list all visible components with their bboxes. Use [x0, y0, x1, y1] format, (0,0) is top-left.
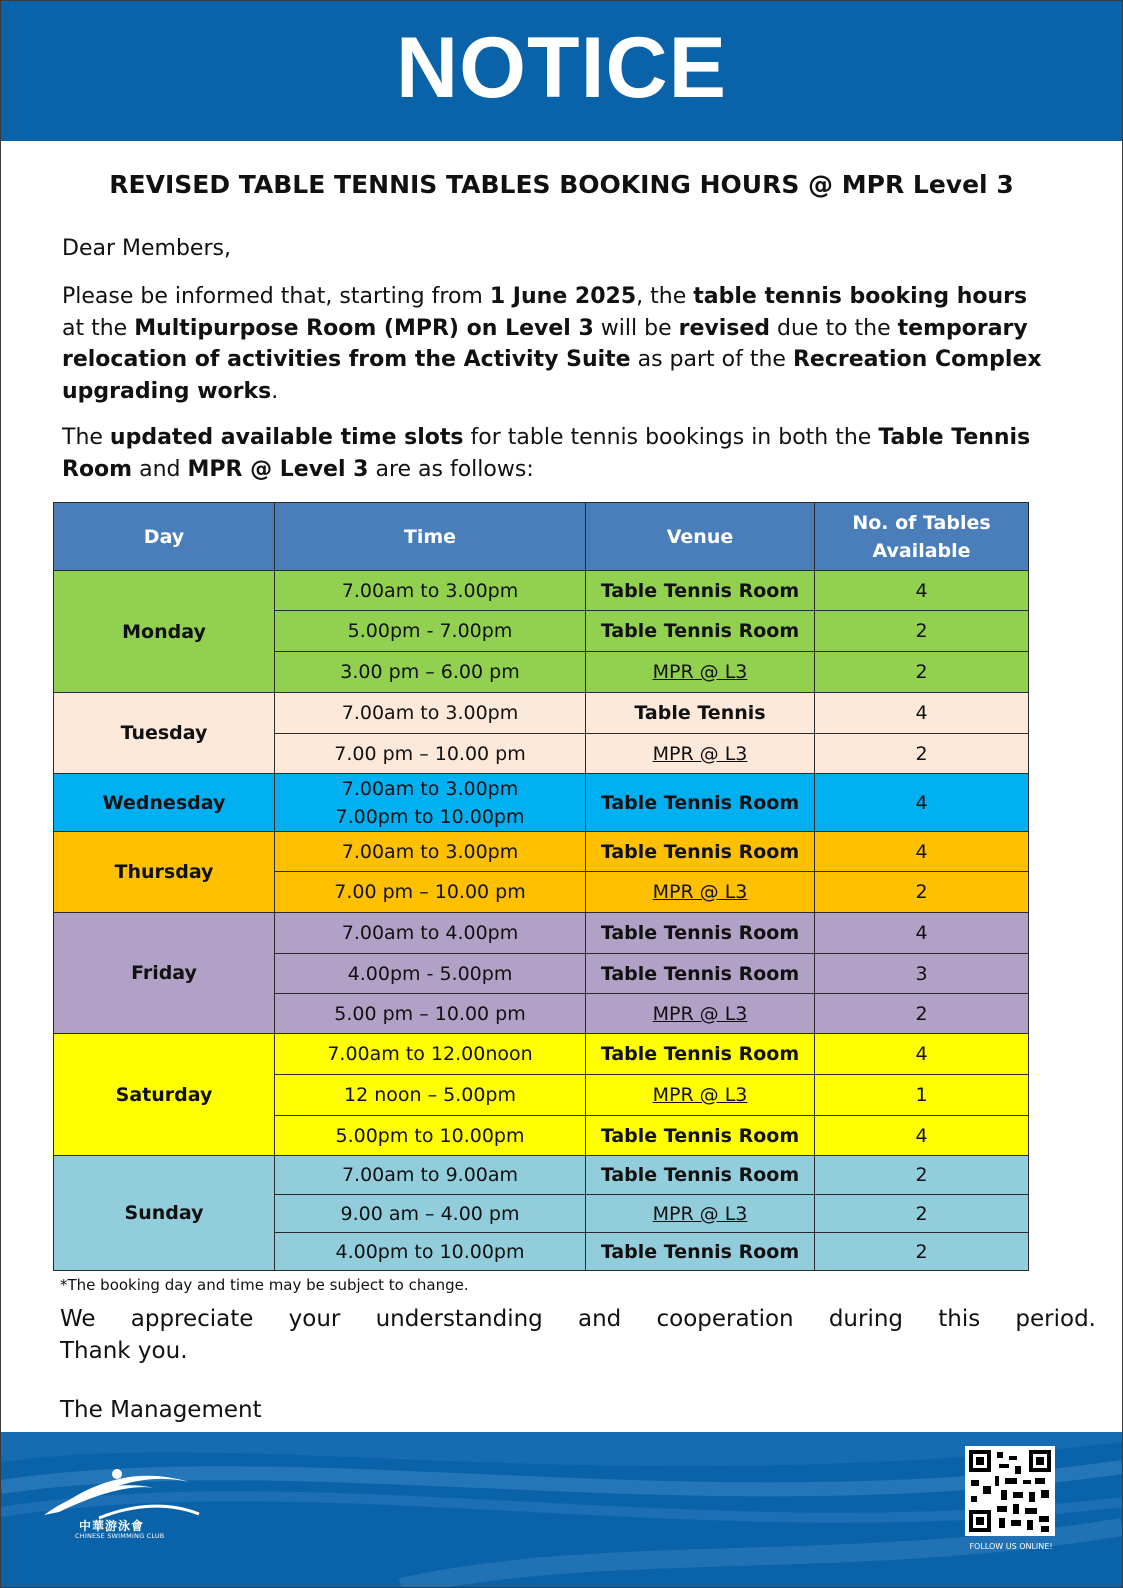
closing-message	[60, 1303, 1096, 1367]
time-cell: 7.00 pm – 10.00 pm	[275, 734, 586, 774]
time-cell: 5.00pm - 7.00pm	[275, 611, 586, 652]
bold-span: MPR @ Level 3	[187, 456, 369, 482]
time-line: 7.00pm to 10.00pm	[335, 805, 525, 828]
venue-cell-link: MPR @ L3	[586, 1195, 815, 1233]
header-tables-line2: Available	[872, 539, 971, 562]
closing-thanks: Thank you.	[60, 1338, 188, 1364]
venue-cell-link: MPR @ L3	[586, 872, 815, 913]
time-line: 7.00am to 3.00pm	[341, 777, 519, 800]
time-cell: 7.00am to 3.00pm	[275, 571, 586, 611]
time-cell: 7.00am to 3.00pm	[275, 693, 586, 734]
logo-chinese-text: 中華游泳會	[79, 1519, 145, 1533]
notice-title: NOTICE	[396, 19, 727, 116]
time-cell: 7.00am to 4.00pm	[275, 913, 586, 954]
header-time: Time	[275, 503, 586, 571]
time-cell: 3.00 pm – 6.00 pm	[275, 652, 586, 693]
greeting: Dear Members,	[62, 236, 231, 261]
tables-cell: 4	[815, 774, 1029, 832]
tables-cell: 4	[815, 571, 1029, 611]
tables-cell: 2	[815, 734, 1029, 774]
qr-code-icon	[965, 1446, 1055, 1536]
text-span: are as follows:	[368, 456, 534, 482]
table-header-row	[54, 503, 1029, 571]
time-cell: 5.00pm to 10.00pm	[275, 1116, 586, 1156]
text-span: for table tennis bookings in both the	[463, 425, 879, 450]
venue-cell: Table Tennis Room	[586, 774, 815, 832]
venue-cell: Table Tennis	[586, 693, 815, 734]
venue-cell-link: MPR @ L3	[586, 734, 815, 774]
day-thursday: Thursday	[54, 832, 275, 913]
tables-cell: 2	[815, 1195, 1029, 1233]
qr-caption: FOLLOW US ONLINE!	[969, 1542, 1053, 1551]
header-band	[1, 1, 1122, 141]
venue-cell: Table Tennis Room	[586, 832, 815, 872]
paragraph-timeslots-intro	[62, 422, 1052, 485]
tables-cell: 2	[815, 652, 1029, 693]
time-cell: 12 noon – 5.00pm	[275, 1075, 586, 1116]
header-tables-available	[815, 503, 1029, 571]
bold-span: updated available time slots	[109, 425, 464, 450]
tables-cell: 2	[815, 1156, 1029, 1195]
bold-date: 1 June 2025	[489, 284, 637, 309]
time-cell: 7.00am to 9.00am	[275, 1156, 586, 1195]
text-span: due to the	[770, 315, 898, 341]
tables-cell: 2	[815, 611, 1029, 652]
header-venue: Venue	[586, 503, 815, 571]
venue-cell-link: MPR @ L3	[586, 994, 815, 1034]
time-cell: 5.00 pm – 10.00 pm	[275, 994, 586, 1034]
tables-cell: 1	[815, 1075, 1029, 1116]
text-span: and	[132, 456, 188, 482]
swimmer-logo-icon	[39, 1460, 209, 1520]
venue-cell-link: MPR @ L3	[586, 1075, 815, 1116]
booking-schedule-table	[53, 502, 1029, 1271]
table-row	[54, 913, 1029, 954]
table-row	[54, 832, 1029, 872]
logo-english-text: CHINESE SWIMMING CLUB	[75, 1532, 165, 1540]
bold-span: revised	[678, 315, 771, 341]
footnote: *The booking day and time may be subject to change.	[60, 1276, 469, 1294]
notice-subtitle: REVISED TABLE TENNIS TABLES BOOKING HOURS @ MPR Level 3	[109, 170, 1014, 199]
time-cell: 7.00am to 3.00pm	[275, 832, 586, 872]
tables-cell: 4	[815, 1034, 1029, 1075]
tables-cell: 4	[815, 693, 1029, 734]
tables-cell: 2	[815, 872, 1029, 913]
text-span: Please be informed that, starting from	[62, 284, 490, 309]
venue-cell: Table Tennis Room	[586, 1116, 815, 1156]
text-span: The	[62, 425, 110, 450]
table-row	[54, 1034, 1029, 1075]
tables-cell: 3	[815, 954, 1029, 994]
header-day: Day	[54, 503, 275, 571]
table-row	[54, 1156, 1029, 1195]
club-logo	[39, 1460, 209, 1560]
venue-cell: Table Tennis Room	[586, 611, 815, 652]
closing-line: We appreciate your understanding and cooperation during this period.	[60, 1306, 1096, 1332]
bold-span: Table Tennis Room	[62, 425, 1031, 482]
signoff: The Management	[60, 1397, 262, 1423]
day-saturday: Saturday	[54, 1034, 275, 1156]
day-wednesday: Wednesday	[54, 774, 275, 832]
time-cell: 7.00am to 12.00noon	[275, 1034, 586, 1075]
text-span: will be	[593, 315, 679, 341]
text-span: , the	[636, 284, 694, 309]
bold-span: temporary relocation of activities from the Activity Suite	[62, 315, 1028, 372]
day-monday: Monday	[54, 571, 275, 693]
bold-span: Multipurpose Room (MPR) on Level 3	[134, 315, 594, 341]
bold-span: table tennis booking hours	[693, 284, 1028, 309]
time-cell: 4.00pm - 5.00pm	[275, 954, 586, 994]
text-span: at the	[62, 315, 135, 341]
time-cell: 4.00pm to 10.00pm	[275, 1233, 586, 1271]
venue-cell: Table Tennis Room	[586, 1034, 815, 1075]
tables-cell: 4	[815, 832, 1029, 872]
time-cell	[275, 774, 586, 832]
text-span: as part of the	[630, 347, 793, 372]
tables-cell: 4	[815, 1116, 1029, 1156]
table-row	[54, 571, 1029, 611]
text-span: .	[271, 378, 279, 404]
tables-cell: 4	[815, 913, 1029, 954]
venue-cell: Table Tennis Room	[586, 1156, 815, 1195]
tables-cell: 2	[815, 994, 1029, 1034]
day-tuesday: Tuesday	[54, 693, 275, 774]
day-sunday: Sunday	[54, 1156, 275, 1271]
tables-cell: 2	[815, 1233, 1029, 1271]
day-friday: Friday	[54, 913, 275, 1034]
table-row	[54, 774, 1029, 832]
time-cell: 7.00 pm – 10.00 pm	[275, 872, 586, 913]
bold-span: Recreation Complex upgrading works	[62, 347, 1042, 404]
table-row	[54, 693, 1029, 734]
paragraph-announcement	[62, 281, 1052, 407]
time-cell: 9.00 am – 4.00 pm	[275, 1195, 586, 1233]
venue-cell: Table Tennis Room	[586, 954, 815, 994]
qr-code[interactable]	[965, 1446, 1055, 1536]
header-tables-line1: No. of Tables	[852, 511, 991, 534]
footer-band	[1, 1432, 1122, 1587]
venue-cell: Table Tennis Room	[586, 1233, 815, 1271]
venue-cell: Table Tennis Room	[586, 913, 815, 954]
venue-cell-link: MPR @ L3	[586, 652, 815, 693]
venue-cell: Table Tennis Room	[586, 571, 815, 611]
